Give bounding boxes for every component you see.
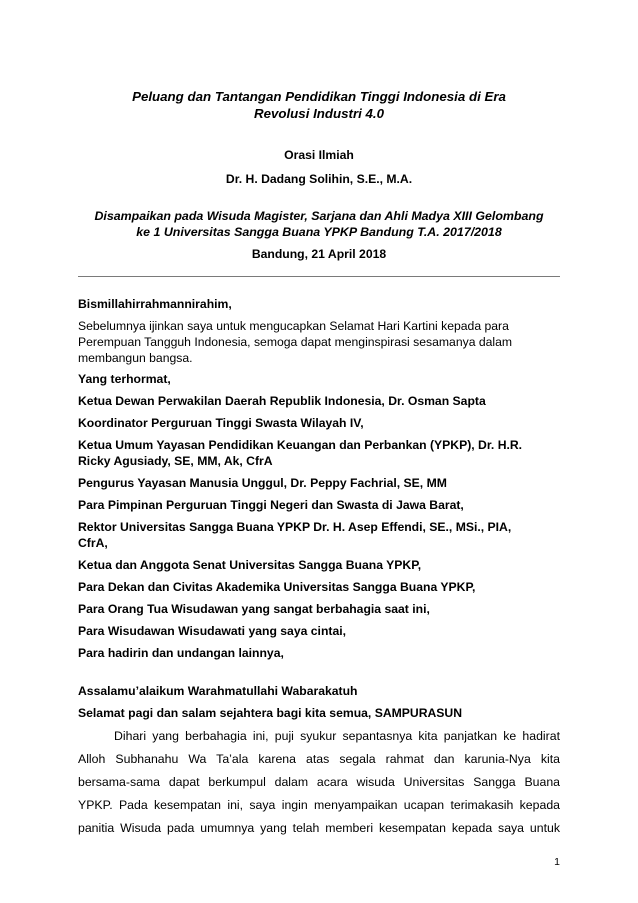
addressee-6-line-1: Rektor Universitas Sangga Buana YPKP Dr. H. Asep Effendi, SE., MSi., PIA, — [78, 520, 512, 534]
addressee-10: Para Wisudawan Wisudawati yang saya cintai, — [78, 624, 346, 638]
intro-line-2: Perempuan Tangguh Indonesia, semoga dapat menginspirasi sesamanya dalam — [78, 335, 513, 349]
addressee-11: Para hadirin dan undangan lainnya, — [78, 646, 284, 660]
addressee-5: Para Pimpinan Perguruan Tinggi Negeri dan Swasta di Jawa Barat, — [78, 498, 464, 512]
addressee-4: Pengurus Yayasan Manusia Unggul, Dr. Peppy Fachrial, SE, MM — [78, 476, 447, 490]
paragraph-line-1: Dihari yang berbahagia ini, puji syukur sepantasnya kita panjatkan ke hadirat — [114, 729, 560, 743]
addressee-6-line-2: CfrA, — [78, 536, 108, 550]
paragraph-line-3: bersama-sama dapat berkumpul dalam acara wisuda Universitas Sangga Buana — [78, 775, 560, 789]
document-body — [78, 296, 560, 840]
addressee-9: Para Orang Tua Wisudawan yang sangat berbahagia saat ini, — [78, 602, 430, 616]
title-line-1: Peluang dan Tantangan Pendidikan Tinggi Indonesia di Era — [132, 89, 506, 104]
paragraph-line-5: panitia Wisuda pada umumnya yang telah memberi kesempatan kepada saya untuk — [78, 821, 560, 835]
addressee-7: Ketua dan Anggota Senat Universitas Sangga Buana YPKP, — [78, 558, 422, 572]
addressee-8: Para Dekan dan Civitas Akademika Universitas Sangga Buana YPKP, — [78, 580, 476, 594]
honored-heading: Yang terhormat, — [78, 372, 171, 386]
addressee-3-line-2: Ricky Agusiady, SE, MM, Ak, CfrA — [78, 454, 273, 468]
oration-label: Orasi Ilmiah — [284, 148, 354, 162]
paragraph-line-4: YPKP. Pada kesempatan ini, saya ingin menyampaikan ucapan terimakasih kepada — [78, 798, 560, 812]
intro-paragraph — [78, 318, 560, 366]
place-date: Bandung, 21 April 2018 — [251, 247, 387, 261]
paragraph-line-2: Alloh Subhanahu Wa Ta’ala karena atas segala rahmat dan karunia-Nya kita — [78, 752, 560, 766]
venue-info — [70, 208, 568, 240]
addressee-3 — [78, 437, 560, 469]
venue-line-2: ke 1 Universitas Sangga Buana YPKP Bandung T.A. 2017/2018 — [136, 225, 502, 239]
document-title — [90, 88, 548, 122]
speaker-name: Dr. H. Dadang Solihin, S.E., M.A. — [225, 172, 413, 186]
addressee-2: Koordinator Perguruan Tinggi Swasta Wilayah IV, — [78, 416, 364, 430]
addressee-6 — [78, 519, 560, 551]
addressee-3-line-1: Ketua Umum Yayasan Pendidikan Keuangan dan Perbankan (YPKP), Dr. H.R. — [78, 438, 523, 452]
addressee-1: Ketua Dewan Perwakilan Daerah Republik Indonesia, Dr. Osman Sapta — [78, 394, 486, 408]
header-divider — [78, 276, 560, 277]
greeting-salam: Assalamu’alaikum Warahmatullahi Wabarakatuh — [78, 684, 358, 698]
intro-line-3: membangun bangsa. — [78, 351, 193, 365]
opening-paragraph — [78, 725, 560, 840]
venue-line-1: Disampaikan pada Wisuda Magister, Sarjana dan Ahli Madya XIII Gelombang — [94, 209, 544, 223]
opening-line: Bismillahirrahmannirahim, — [78, 297, 232, 311]
intro-line-1: Sebelumnya ijinkan saya untuk mengucapkan Selamat Hari Kartini kepada para — [78, 319, 509, 333]
page-number: 1 — [554, 856, 560, 868]
title-line-2: Revolusi Industri 4.0 — [253, 106, 385, 121]
greeting-sampurasun: Selamat pagi dan salam sejahtera bagi kita semua, SAMPURASUN — [78, 706, 463, 720]
